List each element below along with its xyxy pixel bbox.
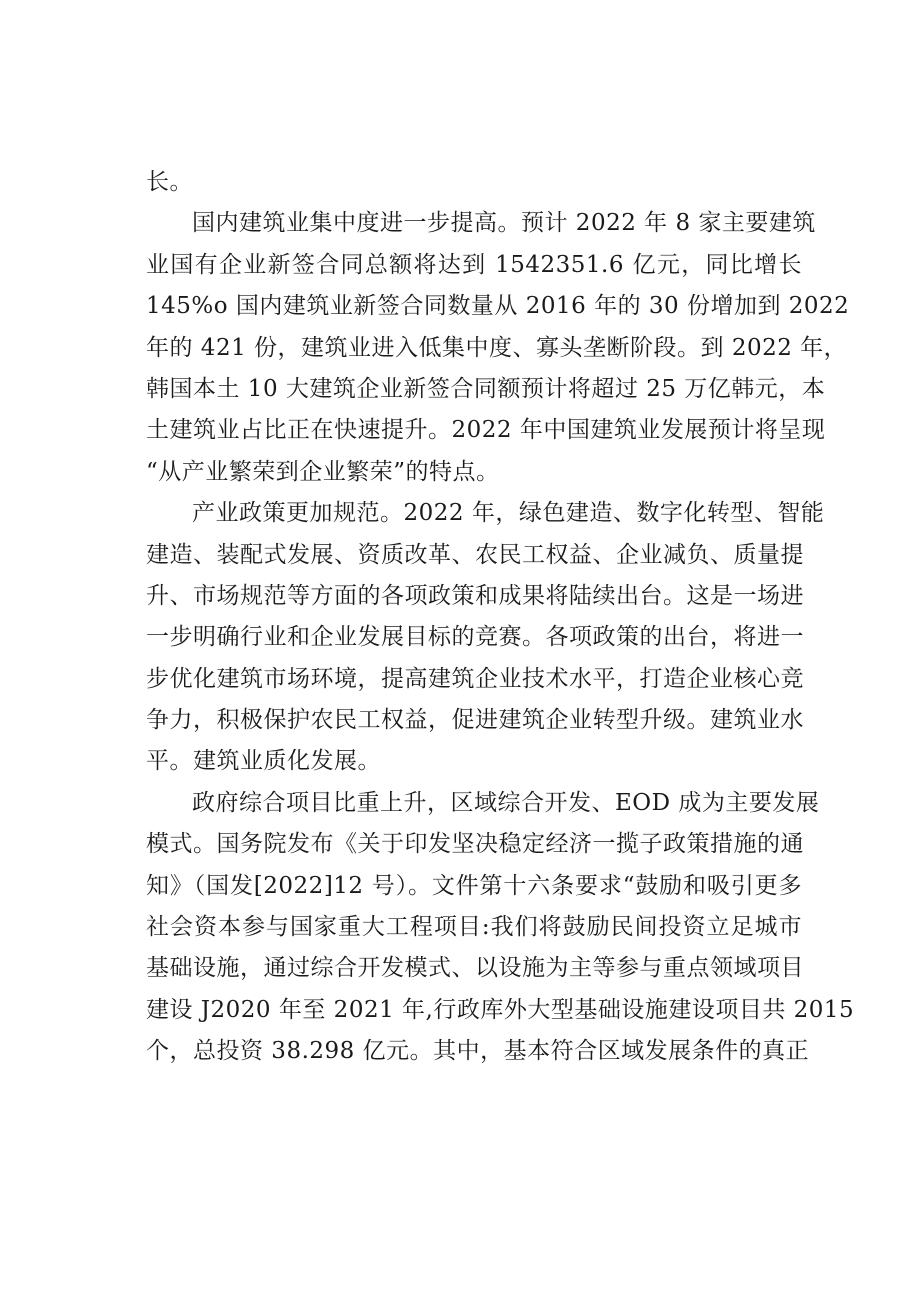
document-body [146, 162, 855, 1073]
text-line: 基础设施，通过综合开发模式、以设施为主等参与重点领域项目 [146, 955, 804, 982]
text-line: 建设 J2020 年至 2021 年,行政库外大型基础设施建设项目共 2015 [146, 996, 855, 1023]
text-line: 政府综合项目比重上升，区域综合开发、EOD 成为主要发展 [192, 789, 820, 816]
text-line: 一步明确行业和企业发展目标的竞赛。各项政策的出台，将进一 [146, 624, 804, 651]
text-line: 平。建筑业质化发展。 [146, 748, 381, 775]
text-line: 145%o 国内建筑业新签合同数量从 2016 年的 30 份增加到 2022 [146, 293, 850, 320]
text-line: 知》（国发[2022]12 号）。文件第十六条要求“鼓励和吸引更多 [146, 872, 802, 899]
text-line: 韩国本土 10 大建筑企业新签合同额预计将超过 25 万亿韩元，本 [146, 375, 826, 402]
text-line: 长。 [146, 169, 193, 195]
text-line: 业国有企业新签合同总额将达到 1542351.6 亿元，同比增长 [146, 251, 802, 278]
text-line: “从产业繁荣到企业繁荣”的特点。 [146, 458, 500, 485]
text-line: 国内建筑业集中度进一步提高。预计 2022 年 8 家主要建筑 [192, 210, 816, 237]
text-line: 产业政策更加规范。2022 年，绿色建造、数字化转型、智能 [192, 500, 825, 527]
text-line: 模式。国务院发布《关于印发坚决稳定经济一揽子政策措施的通 [146, 831, 804, 858]
text-line: 升、市场规范等方面的各项政策和成果将陆续出台。这是一场进 [146, 582, 804, 609]
text-line: 争力，积极保护农民工权益，促进建筑企业转型升级。建筑业水 [146, 707, 804, 734]
text-line: 步优化建筑市场环境，提高建筑企业技术水平，打造企业核心竞 [146, 665, 804, 692]
text-line: 土建筑业占比正在快速提升。2022 年中国建筑业发展预计将呈现 [146, 417, 826, 444]
text-line: 年的 421 份，建筑业进入低集中度、寡头垄断阶段。到 2022 年， [146, 334, 848, 361]
text-line: 个，总投资 38.298 亿元。其中，基本符合区域发展条件的真正 [146, 1038, 810, 1065]
text-line: 社会资本参与国家重大工程项目:我们将鼓励民间投资立足城市 [146, 914, 802, 941]
text-line: 建造、装配式发展、资质改革、农民工权益、企业减负、质量提 [146, 541, 804, 568]
